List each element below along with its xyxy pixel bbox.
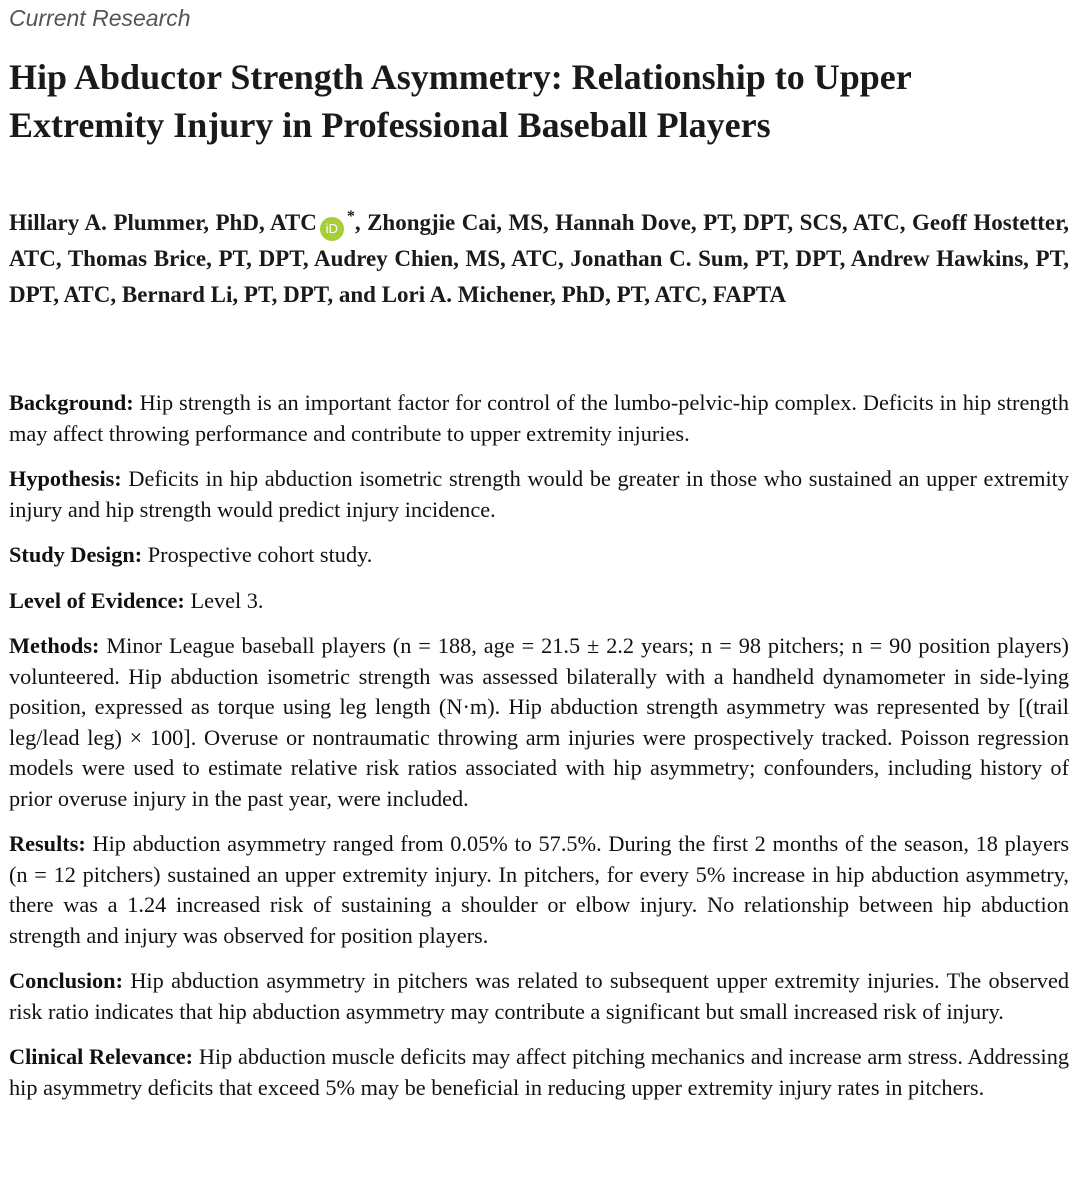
author-list xyxy=(9,199,1069,312)
abstract-study-design xyxy=(9,540,1069,571)
level-of-evidence-label: Level of Evidence: xyxy=(9,587,185,613)
abstract-results xyxy=(9,829,1069,951)
article-title xyxy=(9,53,1069,149)
abstract-level-of-evidence xyxy=(9,586,1069,617)
clinical-relevance-text: Hip abduction muscle deficits may affect pitching mechanics and increase arm stress. Addressing hip asymmetry deficits that exceed 5% may be beneficial in reducing upper extremity injury rates in pitchers. xyxy=(9,1044,1069,1100)
background-label: Background: xyxy=(9,390,134,415)
section-tag: Current Research xyxy=(9,5,191,31)
background-text: Hip strength is an important factor for control of the lumbo-pelvic-hip complex. Deficits in hip strength may affect throwing performance and contribute to upper extremity injuries. xyxy=(9,390,1069,446)
level-of-evidence-text: Level 3. xyxy=(190,587,264,613)
conclusion-label: Conclusion: xyxy=(9,968,123,993)
clinical-relevance-label: Clinical Relevance: xyxy=(9,1044,194,1069)
results-text: Hip abduction asymmetry ranged from 0.05% to 57.5%. During the first 2 months of the season, 18 players (n = 12 pitchers) sustained an upper extremity injury. In pitchers, for every 5% increase in hip abduction asymmetry, there was a 1.24 increased risk of sustaining a shoulder or elbow injury. No relationship between hip abduction strength and injury was observed for position players. xyxy=(9,831,1069,948)
abstract-methods xyxy=(9,631,1069,814)
study-design-text: Prospective cohort study. xyxy=(147,542,373,567)
abstract-clinical-relevance xyxy=(9,1042,1069,1103)
methods-label: Methods: xyxy=(9,633,100,658)
hypothesis-label: Hypothesis: xyxy=(9,466,122,491)
results-label: Results: xyxy=(9,831,86,856)
orcid-icon[interactable]: iD xyxy=(320,217,344,241)
methods-text: Minor League baseball players (n = 188, age = 21.5 ± 2.2 years; n = 98 pitchers; n = 90 position players) volunteered. Hip abduction isometric strength was assessed bilaterally with a handheld dynamometer in side-lying position, expressed as torque using leg length (N·m). Hip abduction strength asymmetry was represented by [(trail leg/lead leg) × 100]. Overuse or nontraumatic throwing arm injuries were prospectively tracked. Poisson regression models were used to estimate relative risk ratios associated with hip asymmetry; confounders, including history of prior overuse injury in the past year, were included. xyxy=(9,633,1069,811)
title-line-1: Hip Abductor Strength Asymmetry: Relationship to Upper xyxy=(9,57,912,97)
abstract-hypothesis xyxy=(9,464,1069,525)
abstract-conclusion xyxy=(9,966,1069,1027)
first-author: Hillary A. Plummer, PhD, ATC xyxy=(9,210,317,235)
abstract-background xyxy=(9,388,1069,449)
co-authors: , Zhongjie Cai, MS, Hannah Dove, PT, DPT, SCS, ATC, Geoff Hostetter, ATC, Thomas Brice, PT, DPT, Audrey Chien, MS, ATC, Jonathan C. Sum, PT, DPT, Andrew Hawkins, PT, DPT, ATC, Bernard Li, PT, DPT, and Lori A. Michener, PhD, PT, ATC, FAPTA xyxy=(9,210,1069,307)
conclusion-text: Hip abduction asymmetry in pitchers was related to subsequent upper extremity injuries. The observed risk ratio indicates that hip abduction asymmetry may contribute a significant but small increased risk of injury. xyxy=(9,968,1069,1024)
title-line-2: Extremity Injury in Professional Baseball Players xyxy=(9,105,771,145)
hypothesis-text: Deficits in hip abduction isometric strength would be greater in those who sustained an upper extremity injury and hip strength would predict injury incidence. xyxy=(9,466,1069,522)
corresponding-author-mark: * xyxy=(346,208,355,225)
study-design-label: Study Design: xyxy=(9,542,143,567)
abstract xyxy=(9,388,1069,1118)
